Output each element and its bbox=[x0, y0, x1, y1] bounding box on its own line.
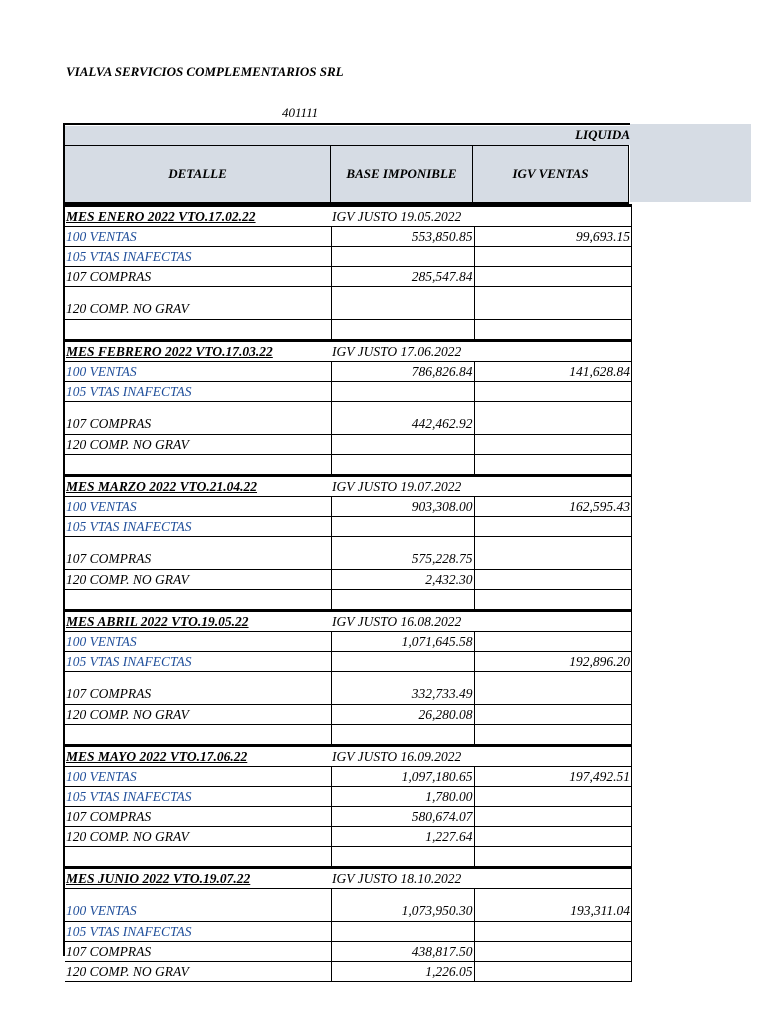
igv-justo-date: IGV JUSTO 17.06.2022 bbox=[331, 341, 474, 362]
empty-cell bbox=[474, 725, 632, 746]
empty-cell bbox=[474, 341, 632, 362]
table-row bbox=[65, 537, 632, 570]
table-row bbox=[65, 652, 632, 672]
table-row bbox=[65, 362, 632, 382]
igv-justo-date: IGV JUSTO 19.07.2022 bbox=[331, 476, 474, 497]
igv-ventas-value bbox=[474, 287, 632, 320]
base-imponible-value: 2,432.30 bbox=[331, 570, 474, 590]
empty-cell bbox=[474, 476, 632, 497]
row-label: 100 VENTAS bbox=[65, 362, 331, 382]
spacer-row bbox=[65, 590, 632, 611]
igv-ventas-value: 192,896.20 bbox=[474, 652, 632, 672]
empty-cell bbox=[65, 725, 331, 746]
row-label: 100 VENTAS bbox=[65, 889, 331, 922]
table-row bbox=[65, 889, 632, 922]
header-shade bbox=[630, 124, 751, 202]
liquida-label: LIQUIDA bbox=[575, 127, 630, 142]
row-label: 100 VENTAS bbox=[65, 497, 331, 517]
base-imponible-value bbox=[331, 287, 474, 320]
igv-ventas-value bbox=[474, 705, 632, 725]
base-imponible-value: 1,780.00 bbox=[331, 787, 474, 807]
igv-ventas-value bbox=[474, 537, 632, 570]
igv-ventas-value bbox=[474, 435, 632, 455]
table-row bbox=[65, 632, 632, 652]
empty-cell bbox=[474, 746, 632, 767]
table-row bbox=[65, 922, 632, 942]
table-row bbox=[65, 705, 632, 725]
table-top-border bbox=[63, 123, 630, 125]
row-label: 107 COMPRAS bbox=[65, 807, 331, 827]
empty-cell bbox=[331, 590, 474, 611]
base-imponible-value: 903,308.00 bbox=[331, 497, 474, 517]
igv-ventas-value bbox=[474, 942, 632, 962]
table-row bbox=[65, 517, 632, 537]
row-label: 120 COMP. NO GRAV bbox=[65, 962, 331, 982]
table-row bbox=[65, 807, 632, 827]
row-label: 105 VTAS INAFECTAS bbox=[65, 922, 331, 942]
empty-cell bbox=[474, 320, 632, 341]
base-imponible-value: 553,850.85 bbox=[331, 227, 474, 247]
month-title: MES FEBRERO 2022 VTO.17.03.22 bbox=[65, 341, 331, 362]
igv-ventas-value: 99,693.15 bbox=[474, 227, 632, 247]
table-row bbox=[65, 435, 632, 455]
base-imponible-value: 1,073,950.30 bbox=[331, 889, 474, 922]
month-title: MES MARZO 2022 VTO.21.04.22 bbox=[65, 476, 331, 497]
igv-ventas-value bbox=[474, 402, 632, 435]
empty-cell bbox=[65, 590, 331, 611]
igv-ventas-value bbox=[474, 267, 632, 287]
spacer-row bbox=[65, 847, 632, 868]
base-imponible-value: 442,462.92 bbox=[331, 402, 474, 435]
header-igv-ventas: IGV VENTAS bbox=[473, 146, 629, 202]
base-imponible-value: 1,226.05 bbox=[331, 962, 474, 982]
header-detalle: DETALLE bbox=[65, 146, 331, 202]
base-imponible-value: 26,280.08 bbox=[331, 705, 474, 725]
base-imponible-value bbox=[331, 382, 474, 402]
table-row bbox=[65, 767, 632, 787]
igv-ventas-value: 162,595.43 bbox=[474, 497, 632, 517]
row-label: 120 COMP. NO GRAV bbox=[65, 287, 331, 320]
igv-justo-date: IGV JUSTO 16.08.2022 bbox=[331, 611, 474, 632]
row-label: 120 COMP. NO GRAV bbox=[65, 435, 331, 455]
row-label: 107 COMPRAS bbox=[65, 942, 331, 962]
igv-ventas-value bbox=[474, 672, 632, 705]
empty-cell bbox=[474, 847, 632, 868]
column-header-row bbox=[65, 145, 629, 204]
month-title: MES MAYO 2022 VTO.17.06.22 bbox=[65, 746, 331, 767]
month-title: MES ABRIL 2022 VTO.19.05.22 bbox=[65, 611, 331, 632]
table-row bbox=[65, 497, 632, 517]
row-label: 107 COMPRAS bbox=[65, 672, 331, 705]
liquidation-table bbox=[65, 204, 632, 982]
table-row bbox=[65, 267, 632, 287]
month-header-row bbox=[65, 476, 632, 497]
month-title: MES JUNIO 2022 VTO.19.07.22 bbox=[65, 868, 331, 889]
empty-cell bbox=[331, 725, 474, 746]
account-code: 401111 bbox=[282, 105, 319, 120]
igv-ventas-value bbox=[474, 807, 632, 827]
igv-justo-date: IGV JUSTO 16.09.2022 bbox=[331, 746, 474, 767]
base-imponible-value: 285,547.84 bbox=[331, 267, 474, 287]
table-row bbox=[65, 787, 632, 807]
igv-ventas-value: 197,492.51 bbox=[474, 767, 632, 787]
base-imponible-value bbox=[331, 517, 474, 537]
header-base-imponible: BASE IMPONIBLE bbox=[331, 146, 473, 202]
liquida-band bbox=[65, 126, 630, 145]
empty-cell bbox=[474, 455, 632, 476]
empty-cell bbox=[474, 611, 632, 632]
igv-ventas-value bbox=[474, 632, 632, 652]
month-header-row bbox=[65, 611, 632, 632]
empty-cell bbox=[331, 455, 474, 476]
table-row bbox=[65, 382, 632, 402]
table-row bbox=[65, 942, 632, 962]
base-imponible-value: 786,826.84 bbox=[331, 362, 474, 382]
month-header-row bbox=[65, 206, 632, 227]
empty-cell bbox=[474, 590, 632, 611]
base-imponible-value: 332,733.49 bbox=[331, 672, 474, 705]
row-label: 100 VENTAS bbox=[65, 227, 331, 247]
empty-cell bbox=[65, 455, 331, 476]
empty-cell bbox=[65, 847, 331, 868]
base-imponible-value bbox=[331, 435, 474, 455]
base-imponible-value: 1,097,180.65 bbox=[331, 767, 474, 787]
igv-ventas-value bbox=[474, 827, 632, 847]
table-row bbox=[65, 672, 632, 705]
igv-justo-date: IGV JUSTO 18.10.2022 bbox=[331, 868, 474, 889]
base-imponible-value: 575,228.75 bbox=[331, 537, 474, 570]
igv-ventas-value: 141,628.84 bbox=[474, 362, 632, 382]
month-header-row bbox=[65, 341, 632, 362]
igv-ventas-value bbox=[474, 962, 632, 982]
igv-ventas-value: 193,311.04 bbox=[474, 889, 632, 922]
table-row bbox=[65, 287, 632, 320]
empty-cell bbox=[474, 868, 632, 889]
company-name: VIALVA SERVICIOS COMPLEMENTARIOS SRL bbox=[66, 64, 344, 79]
base-imponible-value: 1,071,645.58 bbox=[331, 632, 474, 652]
month-header-row bbox=[65, 868, 632, 889]
igv-ventas-value bbox=[474, 570, 632, 590]
row-label: 100 VENTAS bbox=[65, 767, 331, 787]
row-label: 107 COMPRAS bbox=[65, 537, 331, 570]
table-row bbox=[65, 827, 632, 847]
row-label: 107 COMPRAS bbox=[65, 267, 331, 287]
empty-cell bbox=[331, 847, 474, 868]
row-label: 105 VTAS INAFECTAS bbox=[65, 247, 331, 267]
row-label: 120 COMP. NO GRAV bbox=[65, 570, 331, 590]
spacer-row bbox=[65, 725, 632, 746]
igv-ventas-value bbox=[474, 382, 632, 402]
base-imponible-value bbox=[331, 652, 474, 672]
igv-ventas-value bbox=[474, 787, 632, 807]
table-row bbox=[65, 570, 632, 590]
base-imponible-value bbox=[331, 247, 474, 267]
base-imponible-value: 580,674.07 bbox=[331, 807, 474, 827]
row-label: 120 COMP. NO GRAV bbox=[65, 827, 331, 847]
spacer-row bbox=[65, 455, 632, 476]
base-imponible-value: 438,817.50 bbox=[331, 942, 474, 962]
igv-justo-date: IGV JUSTO 19.05.2022 bbox=[331, 206, 474, 227]
igv-ventas-value bbox=[474, 247, 632, 267]
row-label: 105 VTAS INAFECTAS bbox=[65, 517, 331, 537]
row-label: 105 VTAS INAFECTAS bbox=[65, 382, 331, 402]
table-row bbox=[65, 402, 632, 435]
table-row bbox=[65, 247, 632, 267]
igv-ventas-value bbox=[474, 517, 632, 537]
row-label: 100 VENTAS bbox=[65, 632, 331, 652]
empty-cell bbox=[331, 320, 474, 341]
month-title: MES ENERO 2022 VTO.17.02.22 bbox=[65, 206, 331, 227]
empty-cell bbox=[65, 320, 331, 341]
row-label: 105 VTAS INAFECTAS bbox=[65, 787, 331, 807]
row-label: 105 VTAS INAFECTAS bbox=[65, 652, 331, 672]
row-label: 120 COMP. NO GRAV bbox=[65, 705, 331, 725]
spacer-row bbox=[65, 320, 632, 341]
empty-cell bbox=[474, 206, 632, 227]
month-header-row bbox=[65, 746, 632, 767]
base-imponible-value: 1,227.64 bbox=[331, 827, 474, 847]
row-label: 107 COMPRAS bbox=[65, 402, 331, 435]
table-row bbox=[65, 962, 632, 982]
igv-ventas-value bbox=[474, 922, 632, 942]
table-row bbox=[65, 227, 632, 247]
base-imponible-value bbox=[331, 922, 474, 942]
